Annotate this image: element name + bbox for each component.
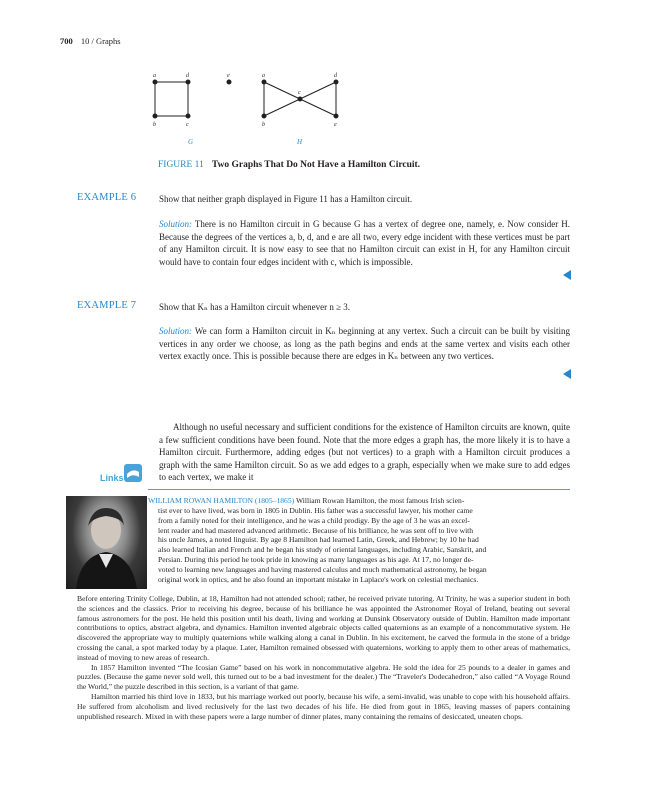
- graph-h: [262, 80, 338, 118]
- graph-h-caption: H: [297, 138, 303, 146]
- label-g-a: a: [153, 73, 156, 79]
- graph-g: [153, 80, 231, 118]
- body-paragraph: Although no useful necessary and sufficient conditions for the existence of Hamilton circuits are known, quite a few sufficient conditions have been found. Note that the more edges a graph has, the more likely it is to have a Hamilton circuit. Furthermore, adding edges (but not vertices) to a graph with a Hamilton circuit produces a graph with the same Hamilton circuit. So as we add edges to a graph, especially when we make sure to add edges to each vertex, we make it: [159, 422, 570, 482]
- label-g-d: d: [186, 73, 189, 79]
- links-icon[interactable]: [124, 464, 142, 482]
- solution-label: Solution:: [159, 219, 192, 229]
- label-h-a: a: [262, 73, 265, 79]
- label-h-e: e: [334, 122, 337, 128]
- figure-caption: [158, 160, 420, 170]
- bio-paragraph: In 1857 Hamilton invented “The Icosian Game” based on his work in noncommutative algebra. He sold the idea for 25 pounds to a dealer in games and puzzles. (Because the game never sold well, this turned out to be a bad investment for the dealer.) The “Traveler's Dodecahedron,” also called “A Voyage Round the World,” the puzzle described in this section, is a variant of that game.: [77, 662, 570, 692]
- bio-paragraph: Before entering Trinity College, Dublin, at 18, Hamilton had not attended school; rather, he received private tutoring. At Trinity, he was a superior student in both the sciences and the classics. Prior to receiving his degree, because of his brilliance he was appointed the Astronomer Royal of Ireland, beating out several famous astronomers for the post. He held this position until his death, living and working at Dunsink Observatory outside of Dublin. Hamilton made important contributions to optics, abstract algebra, and dynamics. Hamilton invented algebraic objects called quaternions as an example of a noncommutative system. He discovered the appropriate way to multiply quaternions while walking along a canal in Dublin. In his excitement, he carved the formula in the stone of a bridge crossing the canal, a spot marked today by a plaque. Later, Hamilton remained obsessed with quaternions, working to apply them to other areas of mathematics, instead of moving to new areas of research.: [77, 594, 570, 662]
- bio-line: lent reader and had mastered advanced arithmetic. Because of his brilliance, he was sent off to live with: [158, 525, 474, 535]
- bio-paragraph: Hamilton married his third love in 1833, but his marriage worked out poorly, because his wife, a semi-invalid, was unable to cope with his household affairs. He suffered from alcoholism and lived reclusively for the last two decades of his life. He died from gout in 1865, leaving masses of papers containing unpublished research. Mixed in with these papers were a large number of dinner plates, many containing the remains of desiccated, uneaten chops.: [77, 691, 570, 721]
- bio-line: William Rowan Hamilton, the most famous Irish scien-: [295, 496, 465, 505]
- solution-text: There is no Hamilton circuit in G because G has a vertex of degree one, namely, e. Now consider H. Because the degrees of the vertices a, b, d, and e are all two, every edge incident with these vertices must be part of any Hamilton circuit. It is now easy to see that no Hamilton circuit can exist in H, for any Hamilton circuit would have to contain four edges incident with c, which is impossible.: [159, 219, 570, 267]
- figure-11-graphs: [140, 72, 360, 152]
- bio-wrapped-lines: [158, 506, 570, 584]
- vertex-g-c: [186, 114, 190, 118]
- label-h-d: d: [334, 73, 337, 79]
- label-h-c: c: [298, 90, 301, 96]
- label-g-c: c: [186, 122, 189, 128]
- vertex-g-b: [153, 114, 157, 118]
- label-h-b: b: [262, 122, 265, 128]
- vertex-h-c: [298, 97, 302, 101]
- end-of-solution-icon: [563, 270, 571, 280]
- example-6-prompt: Show that neither graph displayed in Figure 11 has a Hamilton circuit.: [159, 194, 413, 204]
- vertex-h-e: [334, 114, 338, 118]
- bio-line: voted to learning new languages and having mastered calculus and much mathematical astronomy, he began: [158, 564, 487, 574]
- bio-line: original work in optics, and he also found an important mistake in Laplace's work on celestial mechanics.: [158, 574, 479, 584]
- example-6-solution: [159, 218, 570, 268]
- bio-first-line: [148, 496, 570, 506]
- vertex-h-b: [262, 114, 266, 118]
- example-6-label: EXAMPLE 6: [77, 192, 137, 203]
- bio-line: Persian. During this period he took pride in knowing as many languages as his age. At 17, no longer de-: [158, 554, 474, 564]
- solution-text: We can form a Hamilton circuit in Kₙ beginning at any vertex. Such a circuit can be built by visiting vertices in any order we choose, as long as the path begins and ends at the same vertex and visits each other vertex exactly once. This is possible because there are edges in Kₙ between any two vertices.: [159, 326, 570, 361]
- vertex-g-a: [153, 80, 157, 84]
- label-g-e: e: [227, 73, 230, 79]
- graph-g-caption: G: [188, 138, 194, 146]
- label-g-b: b: [153, 122, 156, 128]
- bio-name: WILLIAM ROWAN HAMILTON (1805–1865): [148, 496, 295, 505]
- hamilton-portrait: [66, 496, 147, 589]
- figure-number: FIGURE 11: [158, 160, 204, 170]
- example-7-label: EXAMPLE 7: [77, 300, 137, 311]
- example-7-solution: [159, 325, 570, 363]
- chapter-title: 10 / Graphs: [80, 36, 121, 46]
- vertex-h-d: [334, 80, 338, 84]
- page-number: 700: [60, 36, 73, 46]
- bio-full-width: [77, 594, 570, 721]
- bio-line: also learned Italian and French and he began his study of oriental languages, including Arabic, Sanskrit, and: [158, 545, 487, 555]
- running-header: [60, 36, 121, 46]
- vertex-h-a: [262, 80, 266, 84]
- bio-divider: [148, 489, 570, 490]
- vertex-g-e: [227, 80, 231, 84]
- bio-line: tist ever to have lived, was born in 1805 in Dublin. His father was a successful lawyer, his mother came: [158, 506, 473, 515]
- solution-label: Solution:: [159, 326, 192, 336]
- links-label[interactable]: Links: [100, 473, 124, 483]
- figure-title: Two Graphs That Do Not Have a Hamilton Circuit.: [211, 160, 421, 170]
- end-of-solution-icon: [563, 369, 571, 379]
- vertex-g-d: [186, 80, 190, 84]
- bio-line: his uncle James, a noted linguist. By age 8 Hamilton had learned Latin, Greek, and Hebrew; by 10 he had: [158, 535, 479, 545]
- example-7-prompt: Show that Kₙ has a Hamilton circuit whenever n ≥ 3.: [159, 302, 351, 312]
- bio-line: from a family noted for their intelligence, and he was a child prodigy. By the age of 3 he was an excel-: [158, 515, 470, 525]
